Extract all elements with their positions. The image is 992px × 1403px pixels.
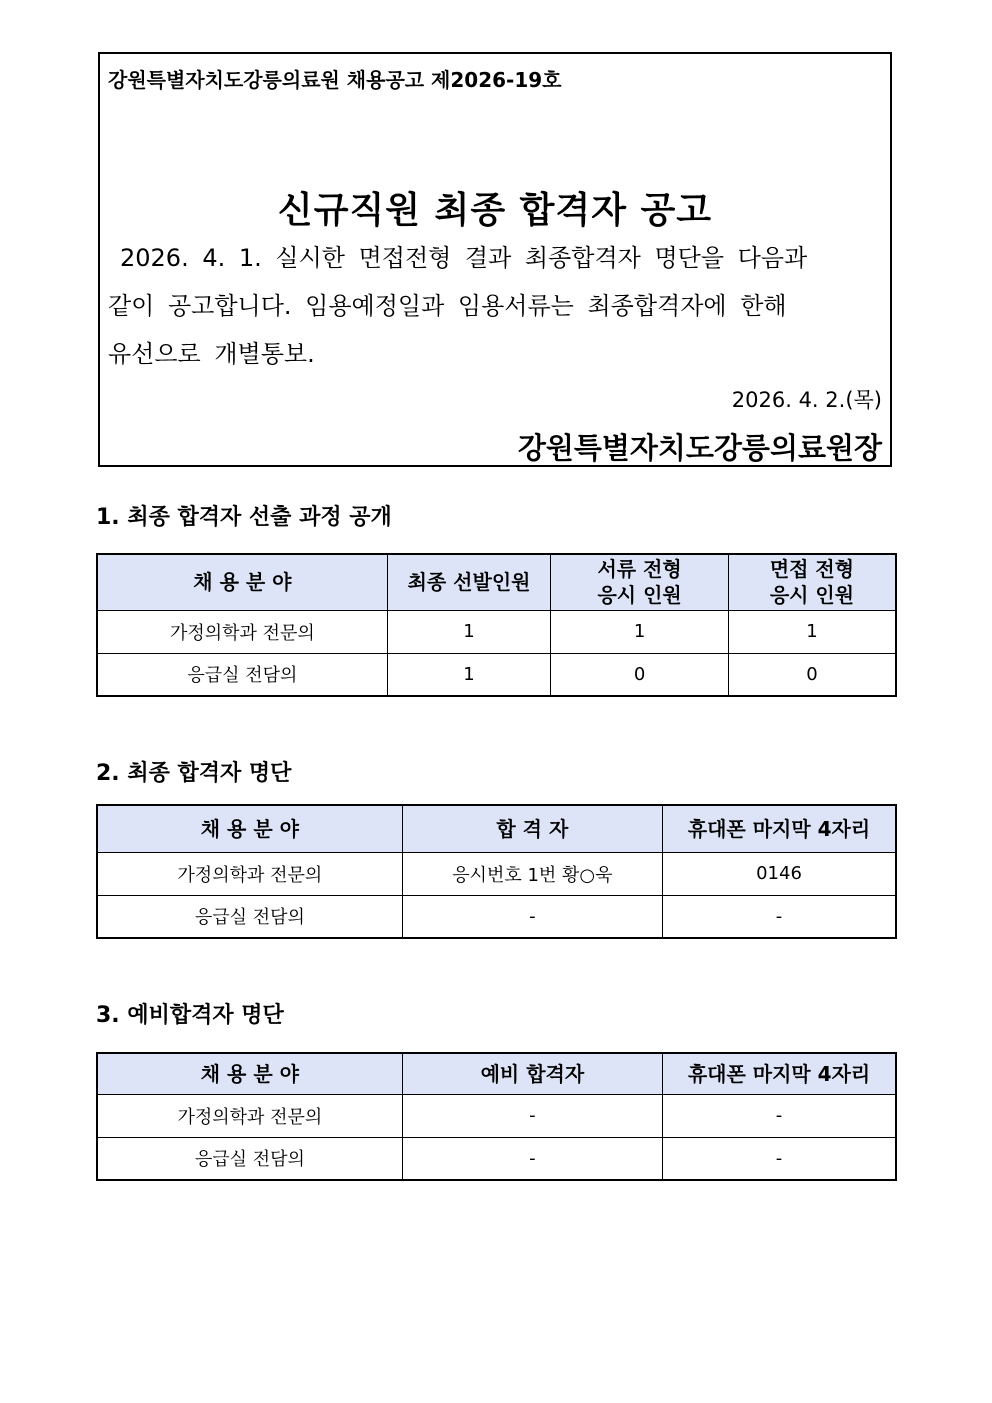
cell-interview: 1 — [728, 610, 896, 653]
cell-passer: 응시번호 1번 황○욱 — [402, 852, 662, 895]
cell-phone: - — [663, 895, 897, 938]
header-reserve: 예비 합격자 — [402, 1053, 662, 1094]
table-row — [97, 610, 896, 653]
notice-number: 강원특별자치도강릉의료원 채용공고 제2026-19호 — [108, 68, 562, 92]
notice-body-line: 유선으로 개별통보. — [108, 340, 315, 368]
header-field: 채 용 분 야 — [97, 554, 387, 610]
notice-title: 신규직원 최종 합격자 공고 — [277, 190, 713, 231]
cell-interview: 0 — [728, 653, 896, 696]
notice-box — [98, 52, 892, 467]
table-row — [97, 852, 896, 895]
cell-reserve: - — [402, 1094, 662, 1137]
header-interview-applicants — [728, 554, 896, 610]
cell-doc: 1 — [551, 610, 729, 653]
table-header-row — [97, 1053, 896, 1094]
header-doc-applicants — [551, 554, 729, 610]
cell-final-count: 1 — [387, 610, 551, 653]
header-phone: 휴대폰 마지막 4자리 — [663, 805, 897, 852]
cell-passer: - — [402, 895, 662, 938]
final-passers-table — [96, 804, 897, 939]
header-interview-line1: 면접 전형 — [769, 557, 855, 582]
cell-field: 가정의학과 전문의 — [97, 1094, 402, 1137]
table-row — [97, 653, 896, 696]
notice-body-line: 2026. 4. 1. 실시한 면접전형 결과 최종합격자 명단을 다음과 — [120, 244, 808, 272]
reserve-passers-table — [96, 1052, 897, 1181]
section3-title: 3. 예비합격자 명단 — [96, 1003, 284, 1028]
header-passer: 합 격 자 — [402, 805, 662, 852]
cell-field: 응급실 전담의 — [97, 1137, 402, 1180]
cell-phone: - — [663, 1094, 896, 1137]
notice-body — [108, 234, 882, 378]
cell-doc: 0 — [551, 653, 729, 696]
section1-title: 1. 최종 합격자 선출 과정 공개 — [96, 505, 392, 530]
cell-reserve: - — [402, 1137, 662, 1180]
header-doc-line1: 서류 전형 — [597, 557, 682, 582]
header-field: 채 용 분 야 — [97, 1053, 402, 1094]
notice-date: 2026. 4. 2.(목) — [731, 388, 882, 412]
header-field: 채 용 분 야 — [97, 805, 402, 852]
section2-title: 2. 최종 합격자 명단 — [96, 761, 292, 786]
table-header-row — [97, 805, 896, 852]
selection-process-table — [96, 553, 897, 697]
header-interview-line2: 응시 인원 — [769, 583, 855, 608]
cell-field: 가정의학과 전문의 — [97, 852, 402, 895]
cell-field: 가정의학과 전문의 — [97, 610, 387, 653]
cell-final-count: 1 — [387, 653, 551, 696]
table-header-row — [97, 554, 896, 610]
cell-phone: - — [663, 1137, 896, 1180]
cell-field: 응급실 전담의 — [97, 653, 387, 696]
table-row — [97, 1094, 896, 1137]
cell-phone: 0146 — [663, 852, 897, 895]
table-row — [97, 1137, 896, 1180]
notice-issuer: 강원특별자치도강릉의료원장 — [517, 431, 882, 465]
header-doc-line2: 응시 인원 — [597, 583, 682, 608]
header-phone: 휴대폰 마지막 4자리 — [663, 1053, 896, 1094]
table-row — [97, 895, 896, 938]
header-final-count: 최종 선발인원 — [387, 554, 551, 610]
notice-body-line: 같이 공고합니다. 임용예정일과 임용서류는 최종합격자에 한해 — [108, 292, 787, 320]
cell-field: 응급실 전담의 — [97, 895, 402, 938]
